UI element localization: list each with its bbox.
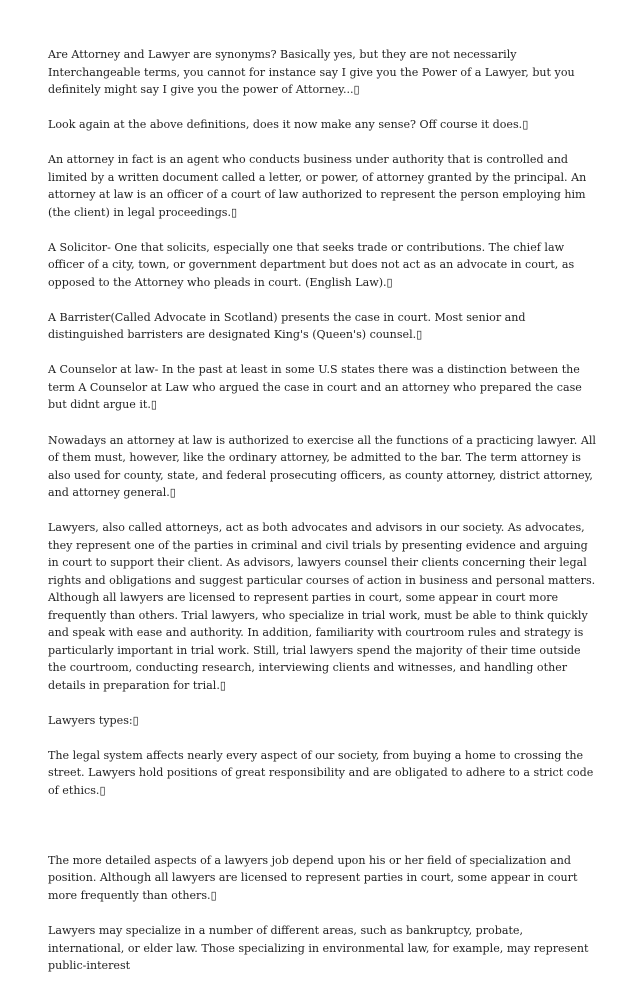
paragraph-definitions: Look again at the above definitions, does it now make any sense? Off course it does.▯ bbox=[48, 118, 529, 132]
paragraph-attorney-at-law: Nowadays an attorney at law is authorized to exercise all the functions of a practicing lawyer. All of them must, however, like the ordinary attorney, be admitted to the bar. The term attorney is also used for county, state, and federal prosecuting officers, as county attorney, district attorney, and attorney general.▯ bbox=[48, 433, 596, 500]
paragraph-counselor: A Counselor at law- In the past at least in some U.S states there was a distinction between the term A Counselor at Law who argued the case in court and an attorney who prepared the case but didnt argue it.▯ bbox=[48, 363, 582, 412]
document-body bbox=[48, 46, 600, 992]
paragraph-lawyers-roles: Lawyers, also called attorneys, act as both advocates and advisors in our society. As advocates, they represent one of the parties in criminal and civil trials by presenting evidence and arguing in court to support their client. As advisors, lawyers counsel their clients concerning their legal rights and obligations and suggest particular courses of action in business and personal matters. Although all lawyers are licensed to represent parties in court, some appear in court more frequently than others. Trial lawyers, who specialize in trial work, must be able to think quickly and speak with ease and authority. In addition, familiarity with courtroom rules and strategy is particularly important in trial work. Still, trial lawyers spend the majority of their time outside the courtroom, conducting research, interviewing clients and witnesses, and handling other details in preparation for trial.▯ bbox=[48, 521, 596, 692]
paragraph-barrister: A Barrister(Called Advocate in Scotland) presents the case in court. Most senior and distinguished barristers are designated King's (Queen's) counsel.▯ bbox=[48, 310, 526, 342]
paragraph-lawyers-types-heading: Lawyers types:▯ bbox=[48, 713, 139, 727]
paragraph-specialize-areas: Lawyers may specialize in a number of different areas, such as bankruptcy, probate, international, or elder law. Those specializing in environmental law, for example, may represent public-interest bbox=[48, 924, 589, 973]
paragraph-synonyms: Are Attorney and Lawyer are synonyms? Basically yes, but they are not necessarily Interchangeable terms, you cannot for instance say I give you the Power of a Lawyer, but you definitely might say I give you the power of Attorney...▯ bbox=[48, 48, 575, 96]
blank-gap bbox=[48, 817, 600, 852]
paragraph-attorney-in-fact: An attorney in fact is an agent who conducts business under authority that is controlled and limited by a written document called a letter, or power, of attorney granted by the principal. An attorney at law is an officer of a court of law authorized to represent the person employing him (the client) in legal proceedings.▯ bbox=[48, 153, 587, 219]
paragraph-solicitor: A Solicitor- One that solicits, especially one that seeks trade or contributions. The chief law officer of a city, town, or government department but does not act as an advocate in court, as opposed to the Attorney who pleads in court. (English Law).▯ bbox=[48, 240, 575, 289]
paragraph-legal-system: The legal system affects nearly every aspect of our society, from buying a home to crossing the street. Lawyers hold positions of great responsibility and are obligated to adhere to a strict code of ethics.▯ bbox=[48, 748, 594, 797]
paragraph-specialization: The more detailed aspects of a lawyers job depend upon his or her field of specialization and position. Although all lawyers are licensed to represent parties in court, some appear in court more frequently than others.▯ bbox=[48, 853, 578, 902]
